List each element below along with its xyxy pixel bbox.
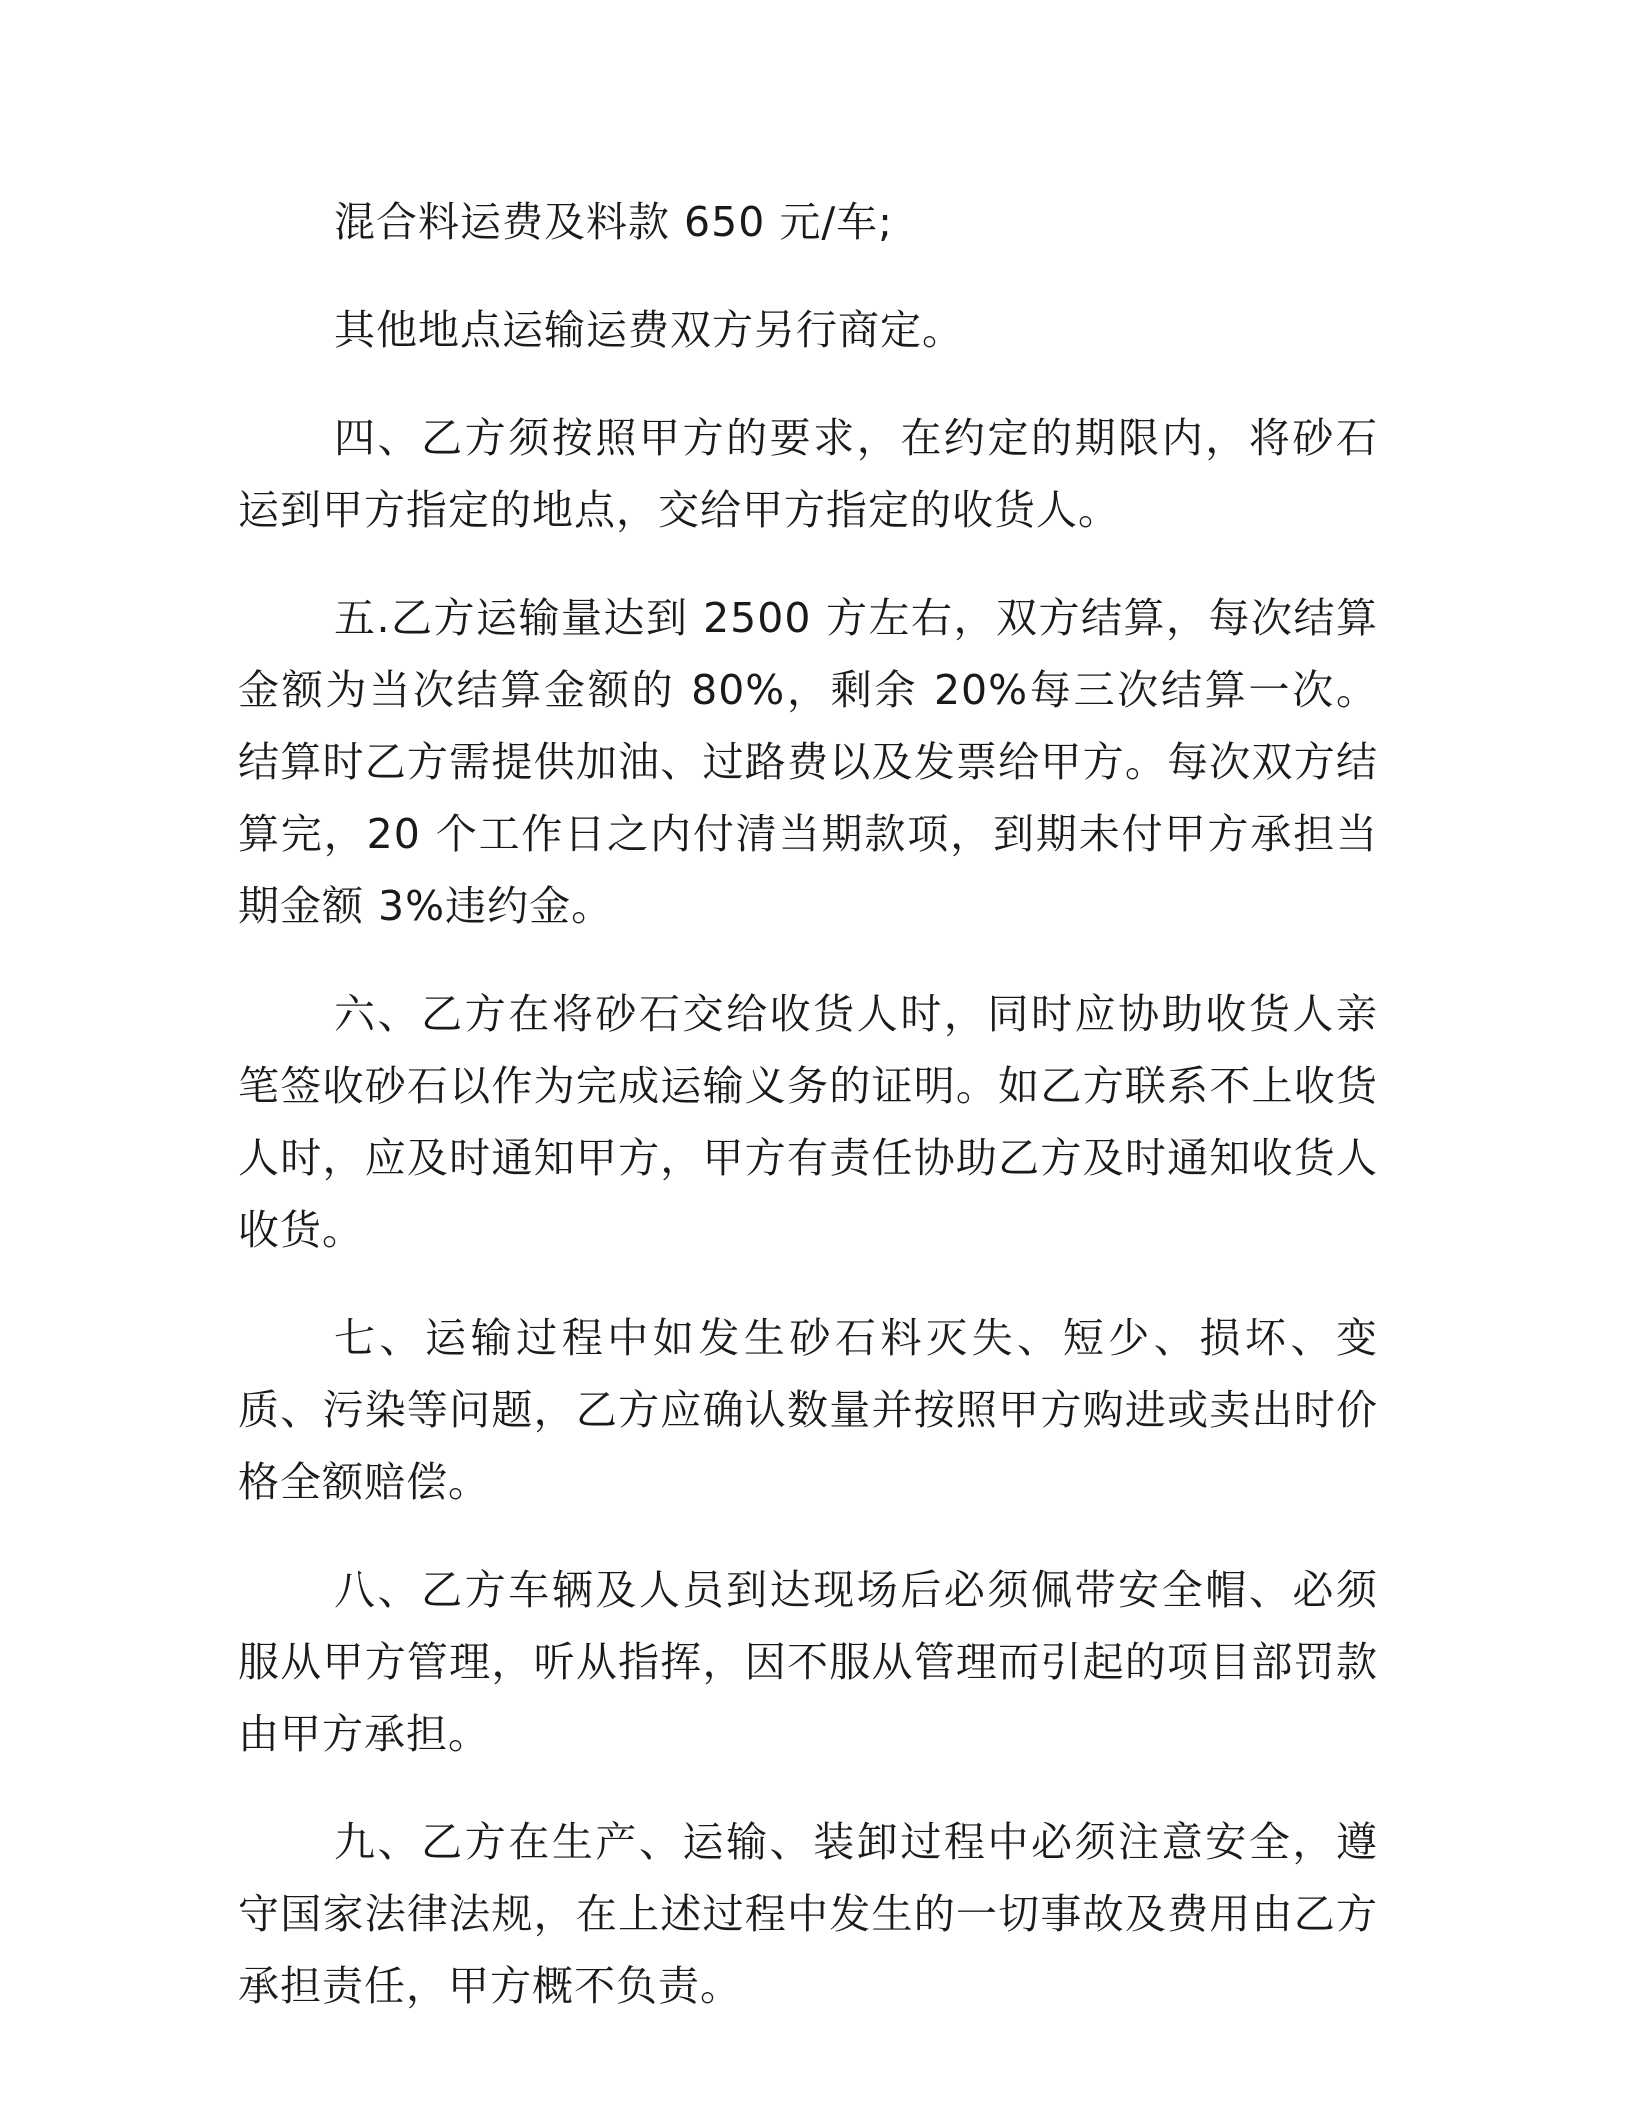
- clause-5-settlement: 五.乙方运输量达到 2500 方左右，双方结算，每次结算金额为当次结算金额的 80%，剩余 20%每三次结算一次。结算时乙方需提供加油、过路费以及发票给甲方。每次双方结算完，20 个工作日之内付清当期款项，到期未付甲方承担当期金额 3%违约金。: [238, 594, 1378, 930]
- document-body: [238, 186, 1378, 2058]
- clause-7-loss-compensation: 七、运输过程中如发生砂石料灭失、短少、损坏、变质、污染等问题，乙方应确认数量并按照甲方购进或卖出时价格全额赔偿。: [238, 1314, 1378, 1506]
- clause-9-safety: 九、乙方在生产、运输、装卸过程中必须注意安全，遵守国家法律法规，在上述过程中发生的一切事故及费用由乙方承担责任，甲方概不负责。: [238, 1818, 1378, 2010]
- clause-8-site-management: 八、乙方车辆及人员到达现场后必须佩带安全帽、必须服从甲方管理，听从指挥，因不服从管理而引起的项目部罚款由甲方承担。: [238, 1566, 1378, 1758]
- clause-4-delivery: 四、乙方须按照甲方的要求，在约定的期限内，将砂石运到甲方指定的地点，交给甲方指定的收货人。: [238, 414, 1378, 534]
- clause-6-receipt: 六、乙方在将砂石交给收货人时，同时应协助收货人亲笔签收砂石以作为完成运输义务的证明。如乙方联系不上收货人时，应及时通知甲方，甲方有责任协助乙方及时通知收货人收货。: [238, 990, 1378, 1254]
- paragraph-other-locations: 其他地点运输运费双方另行商定。: [334, 306, 964, 354]
- paragraph-mixed-material-fee: 混合料运费及料款 650 元/车;: [334, 198, 893, 246]
